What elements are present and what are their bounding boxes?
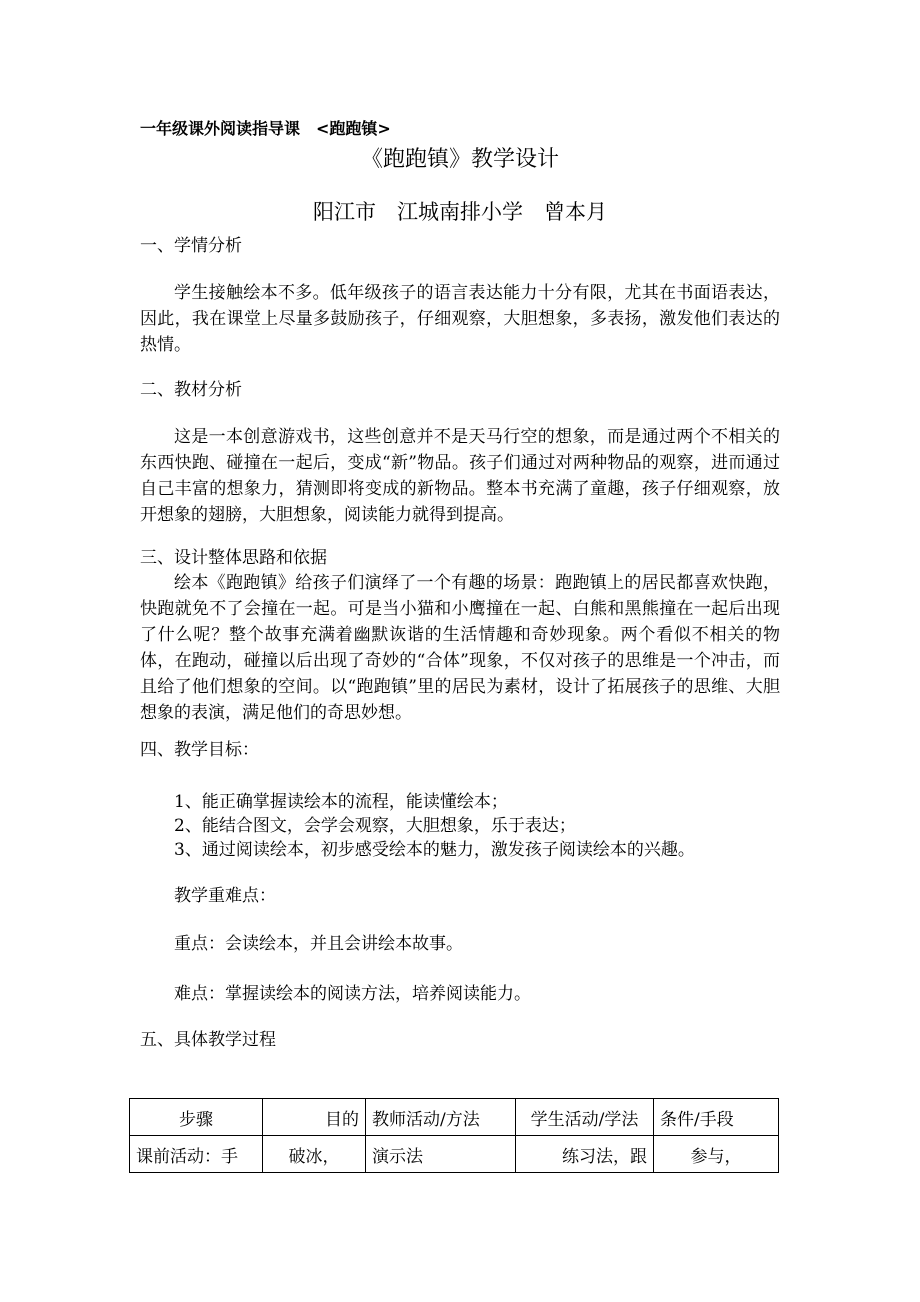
section-heading-3: 三、设计整体思路和依据 bbox=[140, 548, 327, 568]
table-header-cell: 教师活动/方法 bbox=[366, 1099, 516, 1136]
table-header-cell: 学生活动/学法 bbox=[516, 1099, 654, 1136]
table-header-row bbox=[130, 1099, 779, 1136]
goal-item-2: 2、能结合图文，会学会观察，大胆想象，乐于表达； bbox=[174, 816, 576, 836]
section-3-paragraph: 绘本《跑跑镇》给孩子们演绎了一个有趣的场景：跑跑镇上的居民都喜欢快跑，快跑就免不了会撞在一起。可是当小猫和小鹰撞在一起、白熊和黑熊撞在一起后出现了什么呢？整个故事充满着幽默诙谐的生活情趣和奇妙现象。两个看似不相关的物体，在跑动，碰撞以后出现了奇妙的“合体”现象，不仅对孩子的思维是一个冲击，而且给了他们想象的空间。以“跑跑镇”里的居民为素材，设计了拓展孩子的思维、大胆想象的表演，满足他们的奇思妙想。 bbox=[140, 573, 780, 723]
table-cell: 课前活动：手 bbox=[130, 1136, 263, 1173]
document-title: 《跑跑镇》教学设计 bbox=[360, 147, 559, 172]
section-1-paragraph: 学生接触绘本不多。低年级孩子的语言表达能力十分有限，尤其在书面语表达，因此，我在课堂上尽量多鼓励孩子，仔细观察，大胆想象，多表扬，激发他们表达的热情。 bbox=[140, 283, 780, 355]
top-title: 一年级课外阅读指导课 <跑跑镇> bbox=[140, 119, 391, 138]
goal-item-3: 3、通过阅读绘本，初步感受绘本的魅力，激发孩子阅读绘本的兴趣。 bbox=[174, 840, 695, 860]
section-2-paragraph: 这是一本创意游戏书，这些创意并不是天马行空的想象，而是通过两个不相关的东西快跑、碰撞在一起后，变成“新”物品。孩子们通过对两种物品的观察，进而通过自己丰富的想象力，猜测即将变成的新物品。整本书充满了童趣，孩子仔细观察，放开想象的翅膀，大胆想象，阅读能力就得到提高。 bbox=[140, 427, 780, 525]
section-heading-1: 一、学情分析 bbox=[140, 236, 242, 256]
table-cell: 练习法，跟 bbox=[516, 1136, 654, 1173]
section-heading-4: 四、教学目标： bbox=[140, 740, 259, 760]
table-cell: 演示法 bbox=[366, 1136, 516, 1173]
table-header-cell: 条件/手段 bbox=[654, 1099, 779, 1136]
key-point: 重点：会读绘本，并且会讲绘本故事。 bbox=[174, 934, 463, 954]
key-difficult-label: 教学重难点： bbox=[174, 886, 276, 906]
goal-item-1: 1、能正确掌握读绘本的流程，能读懂绘本； bbox=[174, 792, 508, 812]
table-header-cell: 目的 bbox=[263, 1099, 366, 1136]
teaching-process-table bbox=[129, 1098, 779, 1173]
author-line: 阳江市 江城南排小学 曾本月 bbox=[313, 200, 607, 224]
section-heading-5: 五、具体教学过程 bbox=[140, 1030, 276, 1050]
section-heading-2: 二、教材分析 bbox=[140, 380, 242, 400]
difficult-point: 难点：掌握读绘本的阅读方法，培养阅读能力。 bbox=[174, 984, 531, 1004]
table-row bbox=[130, 1136, 779, 1173]
table-header-cell: 步骤 bbox=[130, 1099, 263, 1136]
table-cell: 参与， bbox=[654, 1136, 779, 1173]
table-cell: 破冰， bbox=[263, 1136, 366, 1173]
